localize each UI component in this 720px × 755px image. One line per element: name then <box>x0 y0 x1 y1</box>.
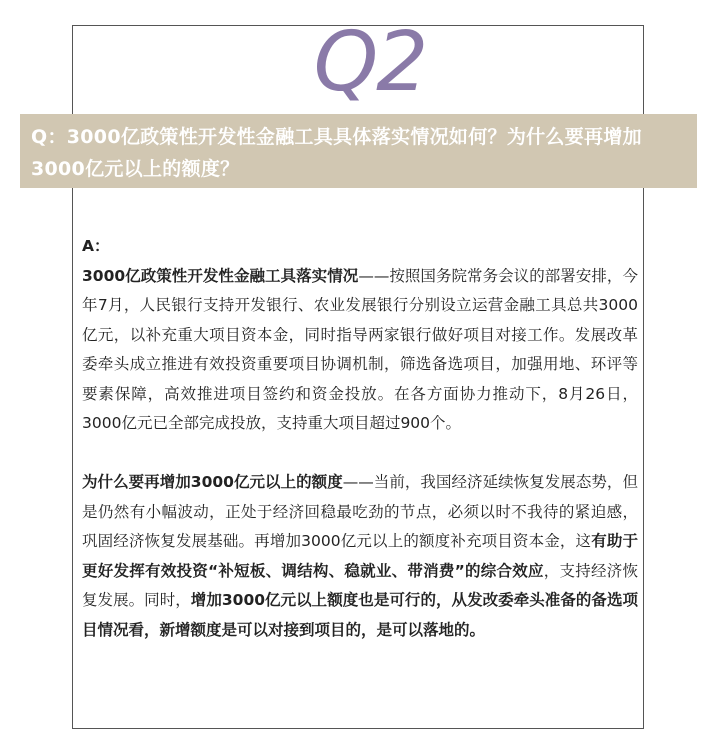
answer-label: A： <box>82 237 110 255</box>
paragraph-2-bold-lead: 为什么要再增加3000亿元以上的额度 <box>82 473 343 491</box>
answer-paragraph-2 <box>82 468 638 645</box>
question-number-heading: Q2 <box>313 15 427 110</box>
paragraph-2-bold-mid: 有助于更好发挥有效投资“补短板、调结构、稳就业、带消费”的综合效应 <box>82 532 638 580</box>
answer-section <box>82 232 638 645</box>
paragraph-1-body: ——按照国务院常务会议的部署安排，今年7月，人民银行支持开发银行、农业发展银行分别设立运营金融工具总共3000亿元，以补充重大项目资本金，同时指导两家银行做好项目对接工作。发展改革委牵头成立推进有效投资重要项目协调机制，筛选备选项目，加强用地、环评等要素保障，高效推进项目签约和资金投放。在各方面协力推动下，8月26日，3000亿元已全部完成投放，支持重大项目超过900个。 <box>82 266 638 432</box>
question-banner <box>20 114 697 188</box>
paragraph-gap <box>82 439 638 469</box>
question-text: Q：3000亿政策性开发性金融工具具体落实情况如何？为什么要再增加3000亿元以上的额度？ <box>31 126 642 180</box>
paragraph-2-body-2: ，支持经济恢复发展。同时， <box>82 561 638 609</box>
answer-paragraph-1 <box>82 262 638 439</box>
paragraph-2-body-1: ——当前，我国经济延续恢复发展态势，但是仍然有小幅波动，正处于经济回稳最吃劲的节点，必须以时不我待的紧迫感，巩固经济恢复发展基础。再增加3000亿元以上的额度补充项目资本金，这 <box>82 473 638 550</box>
paragraph-2-bold-end: 增加3000亿元以上额度也是可行的，从发改委牵头准备的备选项目情况看，新增额度是可以对接到项目的，是可以落地的。 <box>82 591 638 639</box>
paragraph-1-bold-lead: 3000亿政策性开发性金融工具落实情况 <box>82 266 359 285</box>
